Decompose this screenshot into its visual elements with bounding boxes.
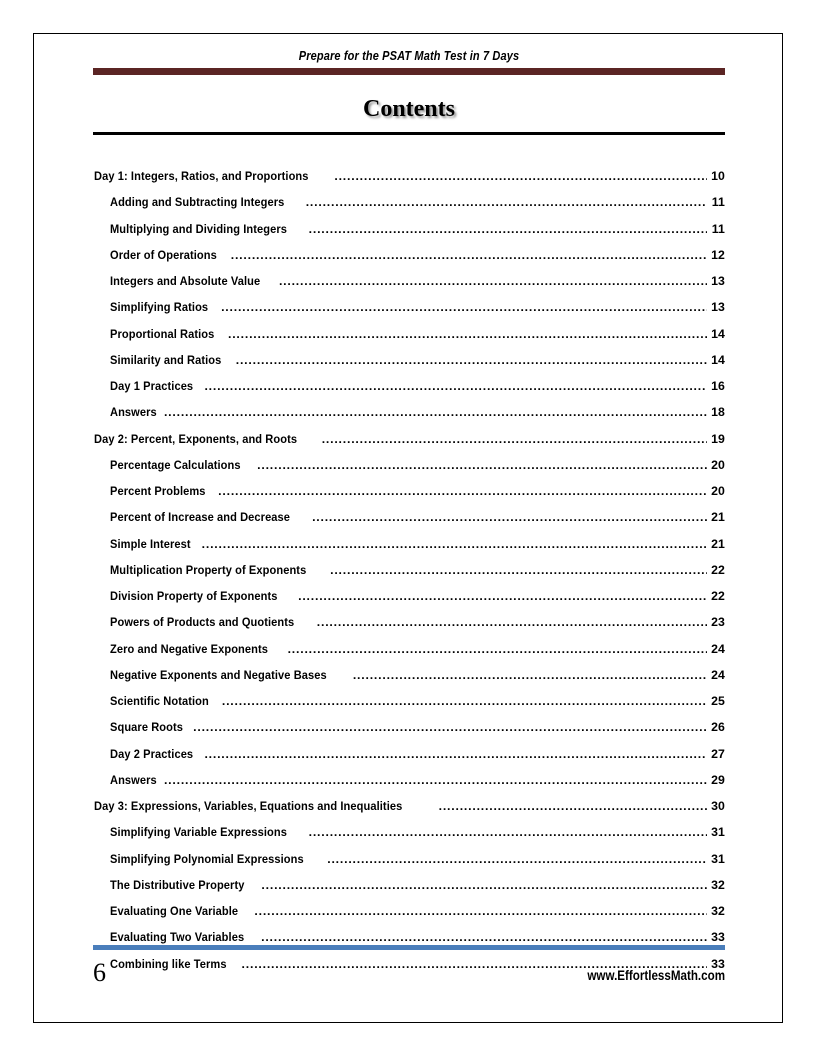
toc-entry[interactable] [93,510,725,536]
toc-entry-label: Percent of Increase and Decrease [110,510,291,525]
toc-entry-label: Zero and Negative Exponents [110,641,269,656]
toc-dot-leader [334,169,707,181]
toc-entry[interactable] [93,300,725,326]
toc-entry-page-number: 31 [711,851,725,866]
toc-dot-leader [330,563,707,575]
toc-dot-leader [257,458,707,470]
toc-entry-label: Evaluating Two Variables [110,930,245,945]
toc-entry-page-number: 31 [711,825,725,840]
running-header [93,49,725,75]
toc-dot-leader [261,878,707,890]
toc-entry-label: Simplifying Variable Expressions [110,825,287,840]
toc-dot-leader [298,589,707,601]
toc-entry[interactable] [93,458,725,484]
toc-entry-page-number: 23 [711,615,725,630]
toc-entry-label: The Distributive Property [110,877,245,892]
toc-entry-page-number: 26 [711,720,725,735]
toc-dot-leader [228,327,707,339]
toc-dot-leader [439,799,707,811]
page-title: Contents [362,96,455,122]
toc-entry[interactable] [93,668,725,694]
toc-dot-leader [218,484,707,496]
toc-entry-page-number: 32 [711,877,725,892]
toc-entry-page-number: 27 [711,746,725,761]
toc-entry[interactable] [93,747,725,773]
toc-entry-page-number: 14 [711,352,725,367]
toc-entry-label: Percent Problems [110,484,206,498]
header-title: Prepare for the PSAT Math Test in 7 Days [298,49,520,63]
toc-entry[interactable] [93,195,725,221]
toc-entry-page-number: 21 [711,536,725,551]
toc-entry[interactable] [93,353,725,379]
toc-entry-label: Day 1: Integers, Ratios, and Proportions [94,169,309,183]
toc-dot-leader [327,852,707,864]
website-url: www.EffortlessMath.com [587,968,725,983]
page-sheet [33,33,783,1023]
toc-entry-page-number: 21 [711,510,725,525]
toc-entry-page-number: 22 [711,562,725,577]
toc-dot-leader [309,825,707,837]
toc-entry[interactable] [93,589,725,615]
toc-entry[interactable] [93,694,725,720]
toc-entry[interactable] [93,904,725,930]
toc-entry-label: Proportional Ratios [110,326,215,341]
toc-entry[interactable] [93,773,725,799]
toc-entry-page-number: 30 [711,799,725,813]
toc-dot-leader [193,720,707,732]
toc-entry[interactable] [93,615,725,641]
toc-entry[interactable] [93,484,725,510]
toc-dot-leader [164,773,707,785]
toc-entry[interactable] [93,563,725,589]
toc-entry-page-number: 11 [711,195,725,210]
toc-entry-label: Division Property of Exponents [110,589,278,603]
toc-dot-leader [279,274,707,286]
toc-entry[interactable] [93,852,725,878]
toc-entry[interactable] [93,720,725,746]
toc-entry-label: Similarity and Ratios [110,352,222,367]
toc-entry-page-number: 24 [711,641,725,656]
toc-dot-leader [353,668,707,680]
toc-entry[interactable] [93,405,725,431]
toc-dot-leader [202,537,707,549]
toc-dot-leader [312,510,707,522]
contents-black-rule [93,132,725,136]
toc-entry-label: Answers [110,772,157,787]
toc-dot-leader [164,405,707,417]
toc-dot-leader [236,353,707,365]
toc-entry-label: Simple Interest [110,536,191,551]
toc-entry-label: Adding and Subtracting Integers [110,195,285,210]
toc-entry-label: Day 3: Expressions, Variables, Equations and Inequalities [94,799,403,813]
toc-entry[interactable] [93,327,725,353]
toc-dot-leader [231,248,707,260]
toc-entry-page-number: 33 [711,930,725,945]
toc-entry[interactable] [93,248,725,274]
toc-entry-label: Multiplying and Dividing Integers [110,221,287,236]
toc-entry-page-number: 13 [711,274,725,288]
toc-entry-label: Simplifying Ratios [110,300,209,315]
toc-entry[interactable] [93,222,725,248]
toc-entry-label: Simplifying Polynomial Expressions [110,851,304,866]
toc-entry-page-number: 11 [711,221,725,236]
toc-dot-leader [204,379,707,391]
toc-entry-label: Combining like Terms [110,956,227,971]
toc-entry-page-number: 32 [711,904,725,918]
toc-dot-leader [222,694,707,706]
page-number: 6 [93,958,106,987]
toc-entry[interactable] [93,878,725,904]
table-of-contents [93,169,725,983]
toc-entry-label: Scientific Notation [110,694,209,708]
toc-entry-page-number: 10 [711,169,725,183]
toc-entry[interactable] [93,537,725,563]
toc-entry-page-number: 16 [711,379,725,393]
toc-entry-label: Day 1 Practices [110,379,194,393]
toc-entry-page-number: 18 [711,405,725,420]
toc-entry-page-number: 33 [711,956,725,971]
footer-row [93,954,725,986]
toc-dot-leader [254,904,707,916]
toc-entry-label: Integers and Absolute Value [110,274,261,288]
toc-entry[interactable] [93,642,725,668]
toc-dot-leader [306,195,707,207]
toc-entry-page-number: 19 [711,431,725,446]
toc-entry[interactable] [93,274,725,300]
toc-entry-page-number: 29 [711,772,725,787]
toc-entry-page-number: 25 [711,694,725,708]
toc-dot-leader [204,747,707,759]
toc-dot-leader [288,642,707,654]
toc-entry-page-number: 14 [711,326,725,341]
footer-blue-rule [93,945,725,950]
toc-entry[interactable] [93,799,725,825]
toc-entry-page-number: 13 [711,300,725,315]
toc-entry[interactable] [93,169,725,195]
toc-entry-page-number: 20 [711,457,725,472]
toc-entry-label: Answers [110,405,157,420]
toc-entry-label: Square Roots [110,720,184,735]
toc-entry-label: Day 2 Practices [110,746,194,761]
toc-entry-label: Order of Operations [110,247,217,262]
toc-dot-leader [322,432,707,444]
toc-entry-label: Day 2: Percent, Exponents, and Roots [94,431,298,446]
toc-entry[interactable] [93,379,725,405]
toc-entry-label: Multiplication Property of Exponents [110,562,307,577]
toc-entry-page-number: 24 [711,667,725,682]
toc-entry-label: Negative Exponents and Negative Bases [110,667,327,682]
toc-entry-page-number: 22 [711,589,725,603]
toc-dot-leader [317,615,707,627]
header-maroon-rule [93,68,725,75]
contents-heading-block [93,96,725,135]
toc-entry-label: Percentage Calculations [110,457,241,472]
toc-dot-leader [261,930,707,942]
toc-entry-page-number: 20 [711,484,725,498]
toc-dot-leader [309,222,707,234]
toc-entry[interactable] [93,825,725,851]
toc-entry-label: Evaluating One Variable [110,904,239,918]
page-footer [93,945,725,986]
toc-entry-label: Powers of Products and Quotients [110,615,295,630]
toc-entry-page-number: 12 [711,247,725,262]
toc-entry[interactable] [93,432,725,458]
toc-dot-leader [221,300,707,312]
